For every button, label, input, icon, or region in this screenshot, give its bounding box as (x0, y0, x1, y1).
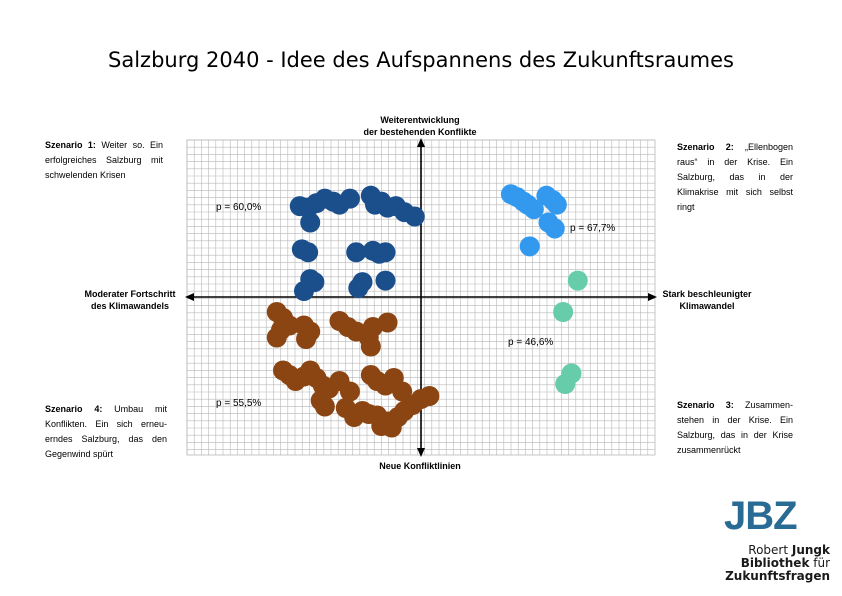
data-point (375, 271, 395, 291)
data-point (520, 236, 540, 256)
data-point (547, 195, 567, 215)
jbz-logo-mark: JBZ (724, 494, 797, 538)
logo-line-2-b: für (809, 556, 830, 570)
axis-label-right-line1: Stark beschleunigter (662, 289, 752, 299)
data-point (545, 218, 565, 238)
scenario-4-text (45, 402, 167, 462)
data-point (340, 189, 360, 209)
y-axis-arrow-top (417, 138, 425, 147)
axis-label-top (340, 114, 500, 138)
logo-line-1-b: Jungk (791, 543, 830, 557)
axis-label-left-line1: Moderater Fortschritt (84, 289, 176, 299)
probability-q1: p = 60,0% (216, 202, 262, 213)
data-point (405, 207, 425, 227)
jbz-logo (718, 494, 838, 590)
scenario-2-description: „Ellenbogen raus“ in der Krise. Ein Salzburg, das in der Klimakrise mit sich selbst ringt (677, 142, 793, 212)
point-series-3 (553, 271, 588, 394)
probability-q4: p = 55,5% (216, 398, 262, 409)
axis-label-top-line2: der bestehenden Konflikte (363, 127, 477, 137)
data-point (419, 386, 439, 406)
data-point (375, 242, 395, 262)
data-point (568, 271, 588, 291)
axis-label-bottom: Neue Konfliktlinien (379, 461, 461, 471)
probability-q2: p = 67,7% (570, 223, 616, 234)
axis-label-left (70, 288, 190, 312)
data-point (555, 374, 575, 394)
probability-q3: p = 46,6% (508, 337, 554, 348)
chart-title: Salzburg 2040 - Idee des Aufspannens des Zukunftsraumes (108, 48, 734, 72)
scenario-1-heading: Szenario 1: (45, 140, 96, 150)
scenario-3-description: Zusammen-stehen in der Krise. Ein Salzburg, das in der Krise zusammenrückt (677, 400, 793, 455)
axis-label-top-line1: Weiterentwicklung (380, 115, 460, 125)
scenario-4-description: Umbau mit Konflikten. Ein sich erneu-erndes Salzburg, das den Gegenwind spürt (45, 404, 168, 459)
y-axis-arrow-bottom (417, 448, 425, 457)
data-point (267, 328, 287, 348)
scenario-1-text (45, 138, 163, 183)
scenario-2-text (677, 140, 793, 215)
data-point (300, 213, 320, 233)
data-point (294, 281, 314, 301)
data-point (361, 337, 381, 357)
scenario-1-description: Weiter so. Ein erfolgreiches Salzburg mit schwelenden Krisen (45, 140, 163, 180)
logo-line-3-text: Zukunftsfragen (725, 569, 830, 583)
data-point (348, 278, 368, 298)
data-point (553, 302, 573, 322)
scenario-3-text (677, 398, 793, 458)
axis-label-right (652, 288, 762, 312)
data-point (382, 418, 402, 438)
scenario-3-heading: Szenario 3: (677, 400, 734, 410)
point-series-4 (267, 302, 440, 438)
data-point (315, 397, 335, 417)
data-point (378, 313, 398, 333)
axis-label-left-line2: des Klimawandels (90, 301, 170, 311)
axis-label-right-line2: Klimawandel (679, 301, 735, 311)
data-point (298, 242, 318, 262)
logo-line-3 (725, 570, 830, 583)
scenario-4-heading: Szenario 4: (45, 404, 103, 414)
logo-line-2-a: Bibliothek (740, 556, 810, 570)
scenario-2-heading: Szenario 2: (677, 142, 734, 152)
logo-line-1-a: Robert (748, 543, 792, 557)
data-point (296, 329, 316, 349)
